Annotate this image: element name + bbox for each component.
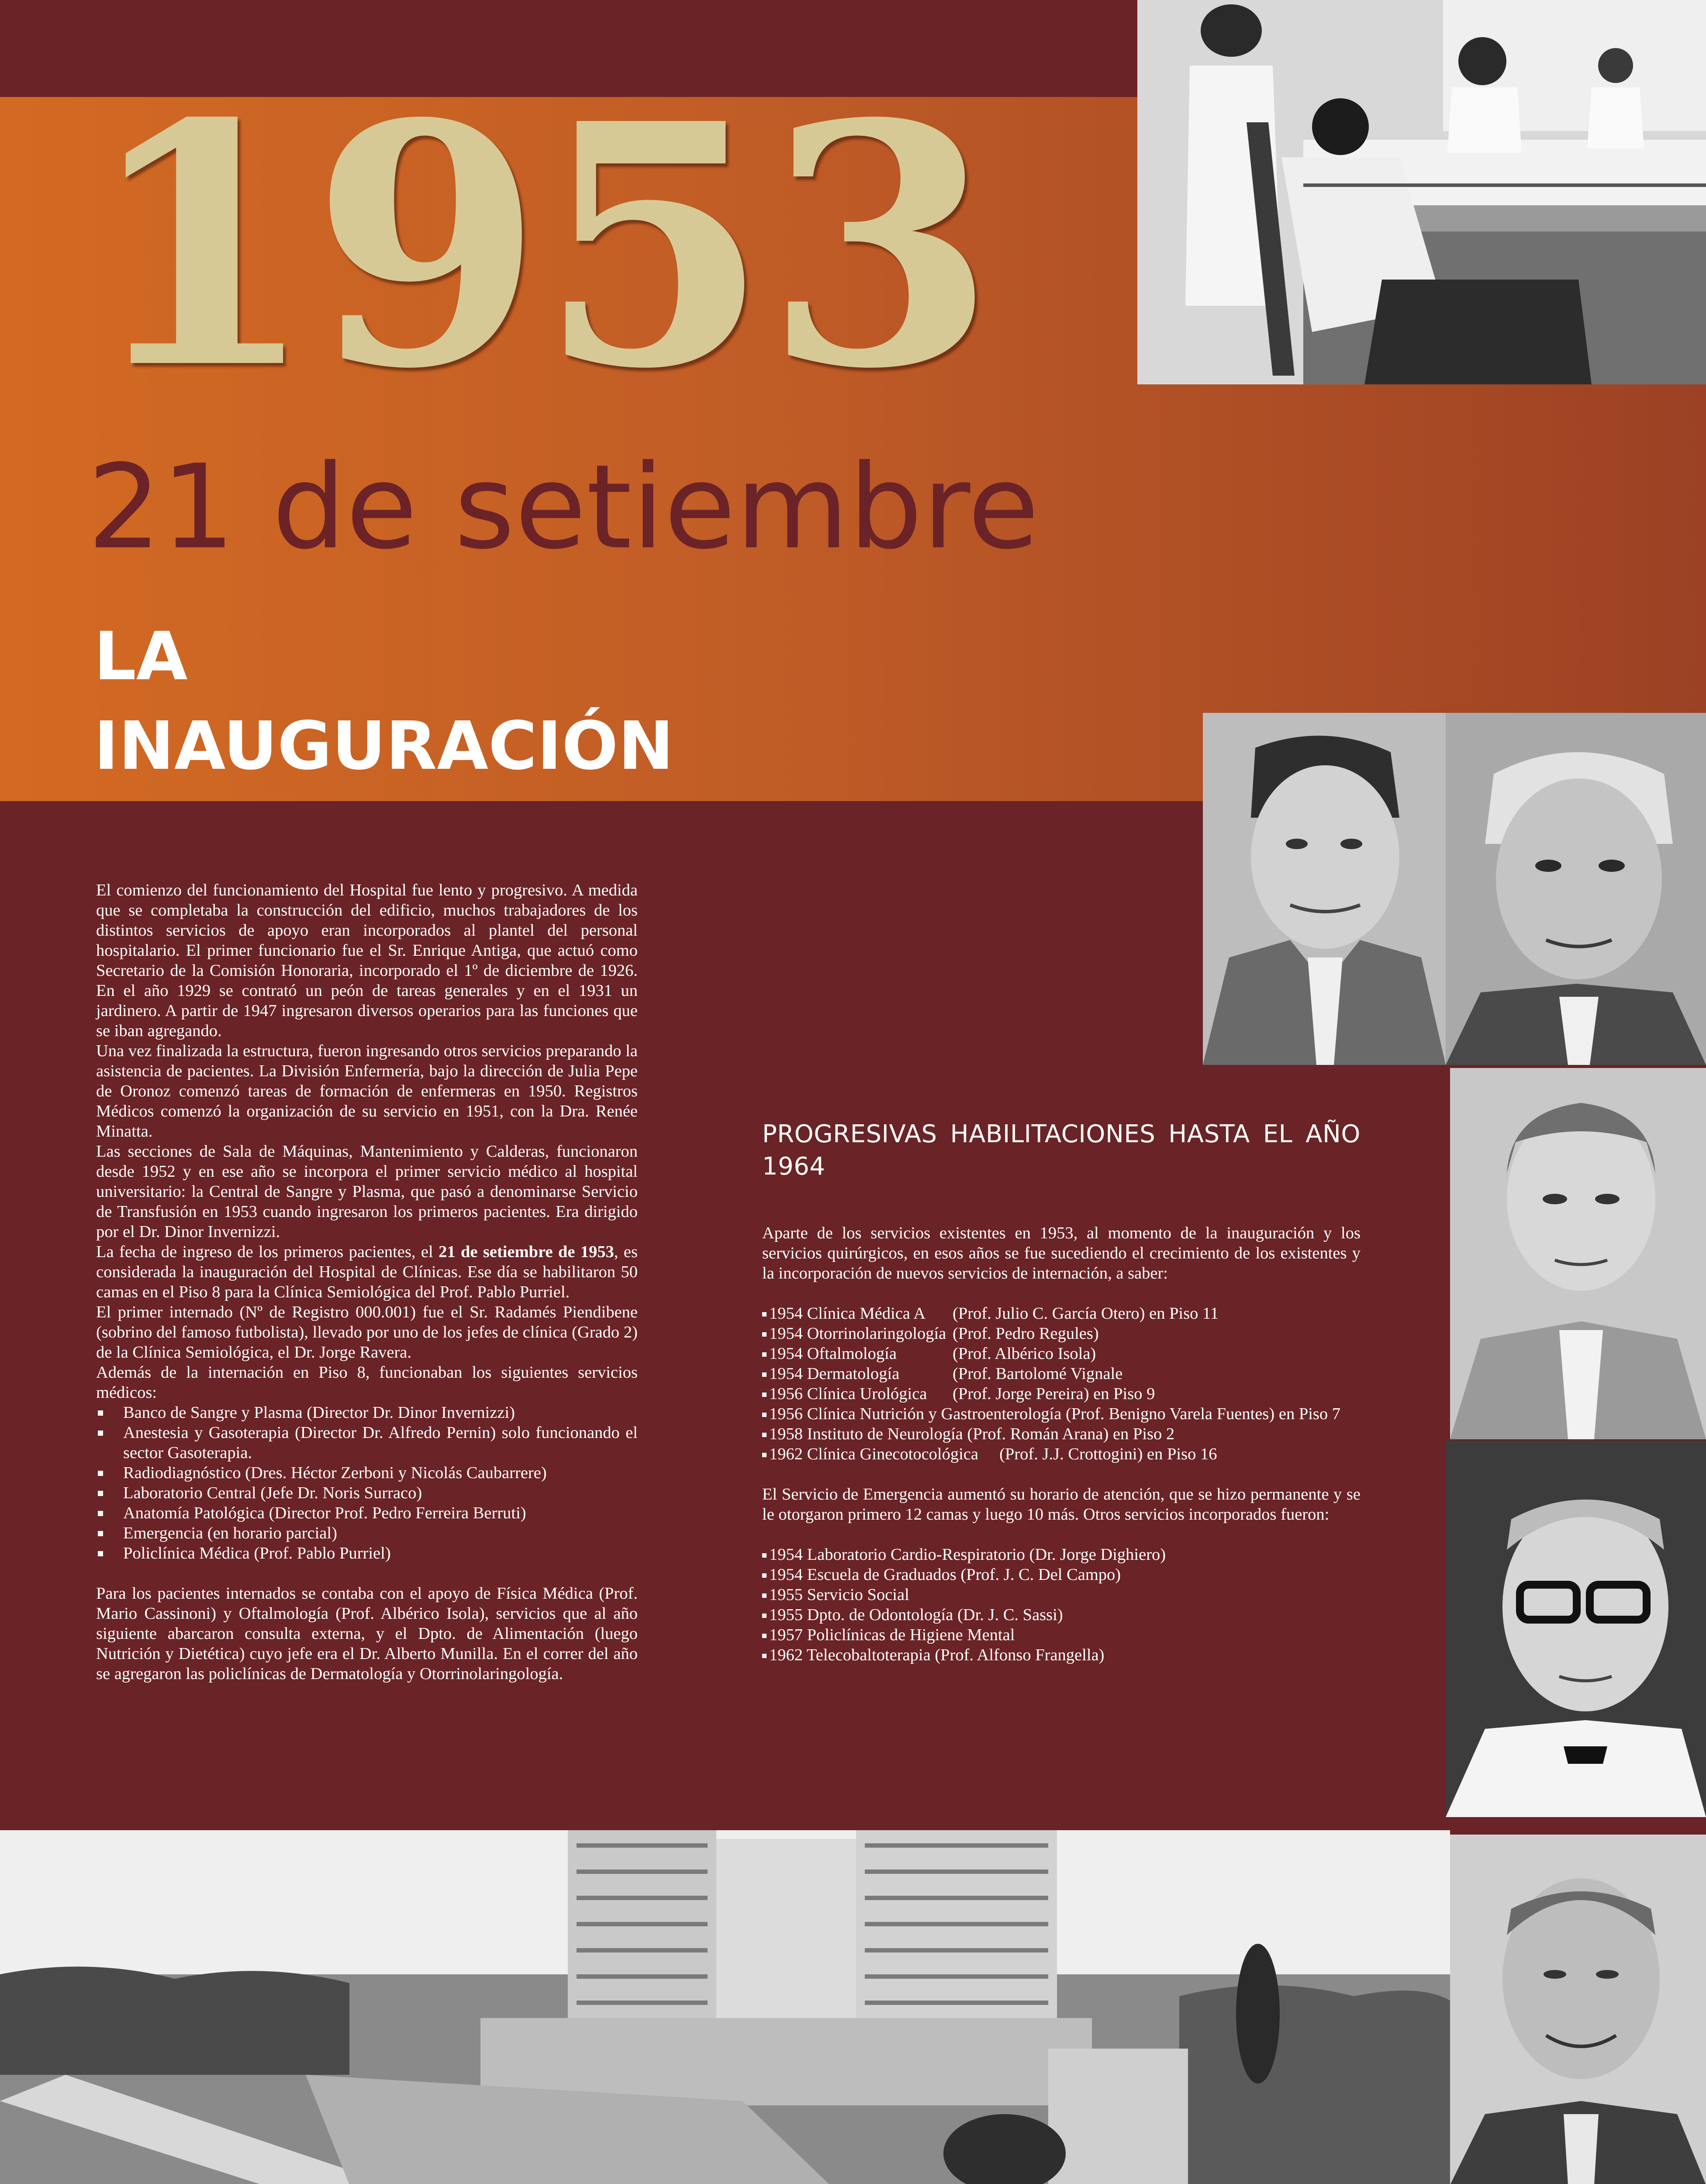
square-bullet-icon xyxy=(98,1511,103,1516)
left-paragraph-3: Las secciones de Sala de Máquinas, Mantenimiento y Calderas, funcionaron desde 1952 y en ese año se incorpora el primer servicio médico al hospital universitario: la Central de Sangre y Plasma, que pasó a denominarse Servicio de Transfusión en 1953 cuando ingresaron los primeros pacientes. Era dirigido por el Dr. Dinor Invernizzi. xyxy=(96,1142,638,1241)
square-bullet-icon xyxy=(762,1332,767,1337)
list-item: 1955 Servicio Social xyxy=(762,1585,1361,1605)
title-line-1: LA xyxy=(94,618,188,695)
left-text-column xyxy=(96,880,638,1684)
square-bullet-icon xyxy=(762,1614,767,1618)
list-item: 1956 Clínica Nutrición y Gastroenterología (Prof. Benigno Varela Fuentes) en Piso 7 xyxy=(762,1404,1361,1424)
square-bullet-icon xyxy=(762,1372,767,1377)
list-item: Laboratorio Central (Jefe Dr. Noris Surraco) xyxy=(96,1483,638,1503)
right-paragraph-2: El Servicio de Emergencia aumentó su horario de atención, que se hizo permanente y se le otorgaron primero 12 camas y luego 10 más. Otros servicios incorporados fueron: xyxy=(762,1485,1361,1524)
spacer xyxy=(762,1464,1361,1484)
list-item: 1954 Otorrinolaringología (Prof. Pedro Regules) xyxy=(762,1324,1361,1344)
reception-scene-icon xyxy=(1137,0,1706,384)
section-title xyxy=(94,612,674,791)
list-item: 1956 Clínica Urológica (Prof. Jorge Pereira) en Piso 9 xyxy=(762,1384,1361,1404)
square-bullet-icon xyxy=(98,1410,103,1416)
spacer xyxy=(762,1524,1361,1545)
list-item: 1954 Escuela de Graduados (Prof. J. C. Del Campo) xyxy=(762,1565,1361,1585)
portrait-photo-1 xyxy=(1203,713,1446,1065)
services-list xyxy=(96,1403,638,1563)
square-bullet-icon xyxy=(762,1312,767,1317)
portrait-photo-4 xyxy=(1446,1441,1706,1817)
left-paragraph-2: Una vez finalizada la estructura, fueron ingresando otros servicios preparando la asistencia de pacientes. La División Enfermería, bajo la dirección de Julia Pepe de Oronoz comenzó tareas de formación de enfermeras en 1950. Registros Médicos comenzó la organización de su servicio en 1951, con la Dra. Renée Minatta. xyxy=(96,1042,638,1140)
portrait-glasses-man-icon xyxy=(1446,1441,1706,1817)
list-item: 1962 Clínica Ginecotocológica (Prof. J.J. Crottogini) en Piso 16 xyxy=(762,1444,1361,1464)
portrait-older-man-icon xyxy=(1446,713,1706,1065)
square-bullet-icon xyxy=(98,1531,103,1536)
square-bullet-icon xyxy=(762,1593,767,1598)
left-paragraph-7: Para los pacientes internados se contaba con el apoyo de Física Médica (Prof. Mario Cassinoni) y Oftalmología (Prof. Albérico Isola), servicios que al año siguiente abarcaron consulta externa, y el Dpto. de Alimentación (luego Nutrición y Dietética) cuyo jefe era el Dr. Alberto Munilla. En el correr del año se agregaron las policlínicas de Dermatología y Otorrinolaringología. xyxy=(96,1584,638,1683)
hospital-building-scene-icon xyxy=(0,1830,1450,2184)
other-services-list xyxy=(762,1545,1361,1665)
title-line-2: INAUGURACIÓN xyxy=(94,707,674,784)
square-bullet-icon xyxy=(762,1453,767,1457)
left-paragraph-5: El primer internado (Nº de Registro 000.001) fue el Sr. Radamés Piendibene (sobrino del famoso futbolista), llevado por uno de los jefes de clínica (Grado 2) de la Clínica Semiológica, el Dr. Jorge Ravera. xyxy=(96,1303,638,1362)
list-item: 1954 Oftalmología (Prof. Albérico Isola) xyxy=(762,1344,1361,1364)
list-item: Radiodiagnóstico (Dres. Héctor Zerboni y Nicolás Caubarrere) xyxy=(96,1463,638,1483)
inpatient-services-list xyxy=(762,1303,1361,1464)
list-item: Emergencia (en horario parcial) xyxy=(96,1523,638,1543)
square-bullet-icon xyxy=(762,1352,767,1357)
portrait-photo-2 xyxy=(1446,713,1706,1065)
square-bullet-icon xyxy=(762,1654,767,1658)
list-item: 1954 Laboratorio Cardio-Respiratorio (Dr. Jorge Dighiero) xyxy=(762,1545,1361,1565)
square-bullet-icon xyxy=(762,1413,767,1417)
year-heading: 1953 xyxy=(85,52,992,442)
p4-text-before: La fecha de ingreso de los primeros pacientes, el xyxy=(96,1243,439,1261)
photo-hospital-building xyxy=(0,1830,1450,2184)
right-heading: PROGRESIVAS HABILITACIONES HASTA EL AÑO 1964 xyxy=(762,1120,1361,1181)
p4-text-after: , es considerada la inauguración del Hospital de Clínicas. Ese día se habilitaron 50 camas en el Piso 8 para la Clínica Semiológica del Prof. Pablo Purriel. xyxy=(96,1243,638,1301)
spacer xyxy=(96,1563,638,1583)
portrait-man-icon xyxy=(1203,713,1446,1065)
list-item: 1962 Telecobaltoterapia (Prof. Alfonso Frangella) xyxy=(762,1645,1361,1665)
list-item: Anatomía Patológica (Director Prof. Pedro Ferreira Berruti) xyxy=(96,1503,638,1523)
photo-hospital-reception xyxy=(1137,0,1706,384)
square-bullet-icon xyxy=(762,1393,767,1397)
date-subtitle: 21 de setiembre xyxy=(87,439,1039,575)
list-item: 1958 Instituto de Neurología (Prof. Román Arana) en Piso 2 xyxy=(762,1424,1361,1444)
list-item: Anestesia y Gasoterapia (Director Dr. Alfredo Pernin) solo funcionando el sector Gasoterapia. xyxy=(96,1423,638,1463)
portrait-bald-man-icon xyxy=(1450,1068,1706,1439)
list-item: 1954 Dermatología (Prof. Bartolomé Vignale xyxy=(762,1364,1361,1384)
square-bullet-icon xyxy=(98,1431,103,1436)
right-intro: Aparte de los servicios existentes en 1953, al momento de la inauguración y los servicios quirúrgicos, en esos años se fue sucediendo el crecimiento de los existentes y la incorporación de nuevos servicios de internación, a saber: xyxy=(762,1224,1361,1282)
square-bullet-icon xyxy=(762,1573,767,1578)
left-paragraph-1: El comienzo del funcionamiento del Hospital fue lento y progresivo. A medida que se completaba la construcción del edificio, muchos trabajadores de los distintos servicios de apoyo eran incorporados al plantel del personal hospitalario. El primer funcionario fue el Sr. Enrique Antiga, que actuó como Secretario de la Comisión Honoraria, incorporado el 1º de diciembre de 1926. En el año 1929 se contrató un peón de tareas generales y en el 1931 un jardinero. A partir de 1947 ingresaron diversos operarios para las funciones que se iban agregando. xyxy=(96,881,638,1040)
right-text-column xyxy=(762,1118,1361,1665)
square-bullet-icon xyxy=(98,1471,103,1476)
list-item: Policlínica Médica (Prof. Pablo Purriel) xyxy=(96,1543,638,1563)
spacer xyxy=(762,1283,1361,1303)
spacer xyxy=(762,1183,1361,1223)
square-bullet-icon xyxy=(762,1553,767,1558)
left-paragraph-6: Además de la internación en Piso 8, funcionaban los siguientes servicios médicos: xyxy=(96,1363,638,1402)
left-paragraph-4 xyxy=(96,1242,638,1302)
portrait-photo-3 xyxy=(1450,1068,1706,1439)
square-bullet-icon xyxy=(98,1491,103,1496)
portrait-photo-5 xyxy=(1450,1835,1706,2184)
square-bullet-icon xyxy=(762,1433,767,1437)
list-item: 1957 Policlínicas de Higiene Mental xyxy=(762,1625,1361,1645)
inauguration-date-bold: 21 de setiembre de 1953 xyxy=(439,1243,614,1261)
portrait-smiling-man-icon xyxy=(1450,1835,1706,2184)
list-item: 1954 Clínica Médica A (Prof. Julio C. García Otero) en Piso 11 xyxy=(762,1303,1361,1324)
list-item: Banco de Sangre y Plasma (Director Dr. Dinor Invernizzi) xyxy=(96,1403,638,1423)
square-bullet-icon xyxy=(762,1634,767,1638)
list-item: 1955 Dpto. de Odontología (Dr. J. C. Sassi) xyxy=(762,1605,1361,1625)
square-bullet-icon xyxy=(98,1551,103,1556)
